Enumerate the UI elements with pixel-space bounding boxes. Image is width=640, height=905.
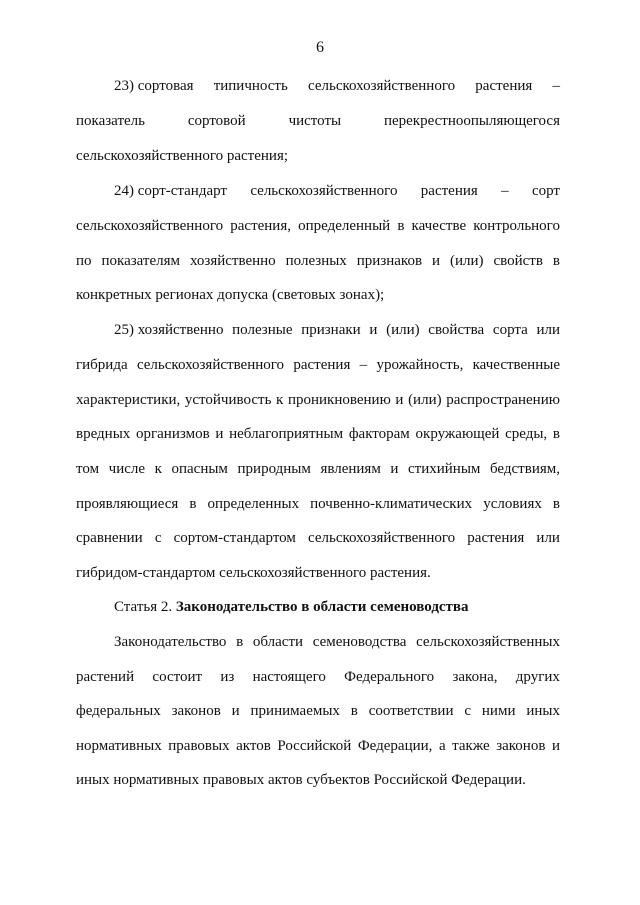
word: качестве: [411, 218, 467, 234]
word: сельскохозяйственного: [250, 183, 398, 199]
word: других: [515, 669, 560, 685]
word: в: [552, 426, 560, 442]
word: сравнении: [76, 530, 143, 546]
word: 23) сортовая: [114, 78, 194, 94]
item-25-line-8: гибридом-стандартом сельскохозяйственного растения.: [76, 565, 431, 581]
word: в: [350, 703, 358, 719]
word: опасным: [171, 461, 228, 477]
word: проникновению: [287, 392, 391, 408]
word: контрольного: [473, 218, 560, 234]
word: вредных: [76, 426, 131, 442]
word: и: [231, 703, 240, 719]
word: принимаемых: [250, 703, 340, 719]
word: сорт: [531, 183, 560, 199]
word: бедствиям,: [490, 461, 560, 477]
word: признаков: [356, 253, 423, 269]
item-25-line-3: [76, 390, 560, 410]
word: в: [189, 496, 197, 512]
paragraph-line-1: [114, 632, 560, 652]
word: сельскохозяйственного: [76, 218, 224, 234]
word: –: [552, 78, 560, 94]
word: факторам: [348, 426, 410, 442]
word: явлениям: [320, 461, 381, 477]
word: закона,: [452, 669, 498, 685]
word: организмов: [136, 426, 210, 442]
word: растения: [475, 78, 533, 94]
item-25-line-7: [76, 528, 560, 548]
word: растения,: [230, 218, 291, 234]
word: и: [432, 253, 441, 269]
word: характеристики,: [76, 392, 181, 408]
item-25-line-2: [76, 355, 560, 375]
word: природным: [237, 461, 311, 477]
word: в: [397, 218, 405, 234]
word: федеральных: [76, 703, 161, 719]
word: Российской: [277, 738, 352, 754]
word: к: [154, 461, 162, 477]
word: чистоты: [288, 113, 342, 129]
word: области: [252, 634, 304, 650]
word: сельскохозяйственного: [308, 530, 456, 546]
word: хозяйственно: [189, 253, 276, 269]
paragraph-line-5: иных нормативных правовых актов субъектов Российской Федерации.: [76, 772, 526, 788]
word: законов: [496, 738, 546, 754]
item-24-line-2: [76, 216, 560, 236]
word: типичность: [213, 78, 288, 94]
item-23-line-3: сельскохозяйственного растения;: [76, 148, 289, 164]
paragraph-line-3: [76, 701, 560, 721]
word: условиях: [483, 496, 542, 512]
word: неблагоприятным: [229, 426, 344, 442]
word: законов: [171, 703, 221, 719]
word: настоящего: [252, 669, 326, 685]
item-24-line-4: конкретных регионах допуска (световых зонах);: [76, 287, 385, 303]
word: растения: [420, 183, 478, 199]
word: показатель: [76, 113, 145, 129]
word: качественные: [472, 357, 560, 373]
word: (или): [449, 253, 484, 269]
word: актов: [236, 738, 271, 754]
paragraph-line-2: [76, 667, 560, 687]
word: том: [76, 461, 100, 477]
word: сорта: [492, 322, 528, 338]
item-25-line-5: [76, 459, 560, 479]
word: признаки: [301, 322, 361, 338]
word: стихийным: [408, 461, 481, 477]
item-25-line-1: [114, 320, 560, 340]
word: нормативных: [76, 738, 162, 754]
item-25-line-4: [76, 424, 560, 444]
word: в: [552, 253, 560, 269]
word: гибрида: [76, 357, 128, 373]
word: сортом-стандартом: [173, 530, 296, 546]
word: по: [76, 253, 92, 269]
word: Законодательство: [114, 634, 227, 650]
word: иных: [526, 703, 560, 719]
word: в: [552, 496, 560, 512]
article-heading: [114, 597, 560, 617]
word: растения: [467, 530, 525, 546]
word: или: [536, 530, 560, 546]
word: перекрестноопыляющегося: [383, 113, 560, 129]
word: полезных: [285, 253, 347, 269]
word: среды,: [505, 426, 548, 442]
word: сельскохозяйственного: [308, 78, 456, 94]
word: и: [215, 426, 224, 442]
word: свойств: [493, 253, 543, 269]
word: ними: [481, 703, 516, 719]
word: 24) сорт-стандарт: [114, 183, 227, 199]
word: и: [369, 322, 378, 338]
word: в: [236, 634, 244, 650]
page-number: 6: [316, 39, 324, 56]
word: (или): [386, 322, 420, 338]
item-24-line-1: [114, 181, 560, 201]
word: семеноводства: [312, 634, 407, 650]
word: почвенно-климатических: [310, 496, 473, 512]
word: и: [551, 738, 560, 754]
word: сельскохозяйственных: [416, 634, 560, 650]
word: показателям: [101, 253, 181, 269]
word: Федерации,: [357, 738, 433, 754]
word: состоит: [152, 669, 203, 685]
word: свойства: [428, 322, 485, 338]
word: полезные: [232, 322, 293, 338]
word: 25) хозяйственно: [114, 322, 224, 338]
word: сортовой: [187, 113, 246, 129]
word: определенный: [298, 218, 391, 234]
word: из: [220, 669, 235, 685]
word: числе: [108, 461, 146, 477]
item-24-line-3: [76, 251, 560, 271]
word: проявляющиеся: [76, 496, 179, 512]
word: Федерального: [344, 669, 435, 685]
word: с: [154, 530, 162, 546]
word: правовых: [168, 738, 230, 754]
word: (или): [408, 392, 442, 408]
word: растений: [76, 669, 135, 685]
word: с: [464, 703, 472, 719]
word: устойчивость: [184, 392, 272, 408]
word: или: [536, 322, 560, 338]
word: –: [359, 357, 368, 373]
word: –: [501, 183, 509, 199]
article-prefix: Статья 2.: [114, 599, 173, 615]
article-title: Законодательство в области семеноводства: [175, 599, 469, 615]
word: соответствии: [368, 703, 454, 719]
word: распространению: [446, 392, 560, 408]
word: к: [276, 392, 284, 408]
word: растения: [293, 357, 351, 373]
word: урожайность,: [376, 357, 464, 373]
word: окружающей: [415, 426, 500, 442]
item-25-line-6: [76, 494, 560, 514]
paragraph-line-4: [76, 736, 560, 756]
word: и: [390, 461, 399, 477]
item-23-line-2: [76, 111, 560, 131]
word: определенных: [207, 496, 300, 512]
word: и: [395, 392, 404, 408]
word: также: [452, 738, 490, 754]
word: а: [438, 738, 446, 754]
word: сельскохозяйственного: [136, 357, 285, 373]
item-23-line-1: [114, 76, 560, 96]
